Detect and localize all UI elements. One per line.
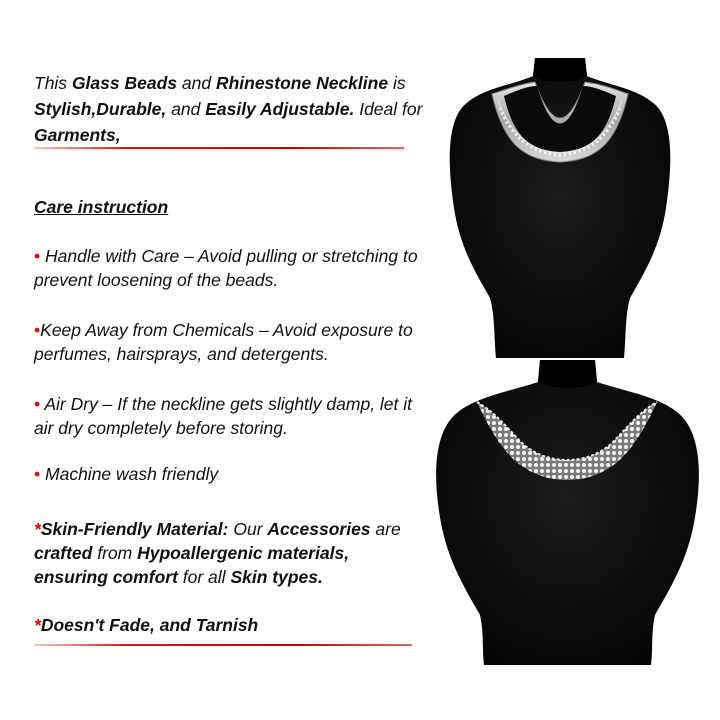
asterisk: *: [34, 615, 41, 635]
intro-text: [34, 70, 424, 148]
no-fade-feature: [34, 615, 258, 636]
mannequin-body: [436, 360, 699, 665]
bullet-dot: •: [34, 394, 41, 414]
intro-w5: Ideal for: [354, 99, 423, 119]
intro-w4: and: [166, 99, 206, 119]
feature-b5: Skin types.: [230, 567, 323, 587]
feature-w3: from: [92, 543, 138, 563]
care-item-text: Machine wash friendly: [45, 464, 219, 484]
feature-b1: Skin-Friendly Material:: [40, 519, 229, 539]
intro-w1: This: [34, 73, 72, 93]
care-item-machine-wash: [34, 462, 424, 486]
care-item-text: Keep Away from Chemicals – Avoid exposure to perfumes, hairsprays, and detergents.: [34, 320, 413, 364]
asterisk: *: [34, 519, 41, 539]
feature-b4: Hypoallergenic materials, ensuring comfort: [34, 543, 350, 587]
intro-w3: is: [388, 73, 406, 93]
intro-w2: and: [177, 73, 216, 93]
feature-w1: Our: [228, 519, 268, 539]
care-item-text: Handle with Care – Avoid pulling or stretching to prevent loosening of the beads.: [34, 246, 418, 290]
intro-b5: Garments,: [34, 125, 121, 145]
intro-b2: Rhinestone Neckline: [215, 73, 389, 93]
bullet-dot: •: [34, 464, 41, 484]
bullet-dot: •: [34, 246, 41, 266]
care-item-air-dry: [34, 392, 424, 440]
intro-b1: Glass Beads: [71, 73, 177, 93]
skin-friendly-feature: [34, 517, 424, 589]
care-item-text: Air Dry – If the neckline gets slightly damp, let it air dry completely before storing.: [34, 394, 413, 438]
bullet-dot: •: [34, 320, 41, 340]
feature-b3: crafted: [34, 543, 93, 563]
intro-b4: Easily Adjustable.: [205, 99, 355, 119]
feature-w2: are: [370, 519, 401, 539]
mannequin-silver-neckline-image: [440, 58, 680, 358]
neck-shadow: [538, 360, 597, 388]
care-item-chemicals: [34, 318, 424, 366]
mannequin-rhinestone-neckline-image: [425, 360, 710, 665]
fade-text: Doesn't Fade, and Tarnish: [40, 615, 259, 635]
feature-w4: for all: [177, 567, 231, 587]
care-item-handle: [34, 244, 424, 292]
mannequin-body: [450, 58, 671, 358]
intro-b3: Stylish,Durable,: [34, 99, 167, 119]
red-divider-top: [34, 147, 404, 149]
neck-shadow: [533, 58, 587, 82]
feature-b2: Accessories: [267, 519, 371, 539]
care-heading: Care instruction: [34, 197, 169, 217]
red-divider-bottom: [34, 644, 412, 646]
